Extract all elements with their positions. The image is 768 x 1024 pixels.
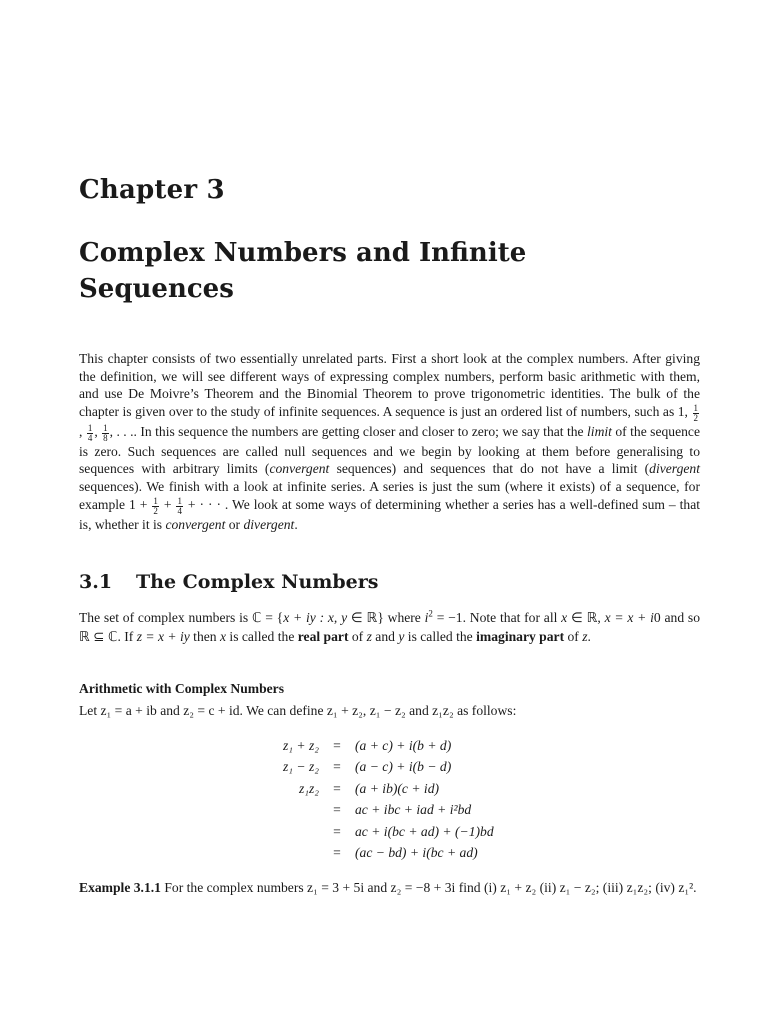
equation-array — [259, 735, 494, 864]
intro-paragraph: This chapter consists of two essentially unrelated parts. First a short look at the complex numbers. After giving the definition, we will see different ways of expressing complex numbers, perform basic arithmetic with them, and use De Moivre’s Theorem and the Binomial Theorem to prove trigonometric identities. The bulk of the chapter is given over to the study of infinite sequences. A sequence is just an ordered list of numbers, such as 1, $\frac{1}{2}$ , $\frac{1}{4}$ , $\frac{1}{8}$ , . . .. In this sequence the numbers are getting closer and closer to zero; we say that the limit of the sequence is zero. Such sequences are called null sequences and we begin by looking at them before generalising to sequences with arbitrary limits (convergent sequences) and sequences that do not have a limit (divergent sequences). We finish with a look at infinite series. A series is just the sum (where it exists) of a sequence, for example 1 + $\frac{1}{2}$ + $\frac{1}{4}$ + · · · . We look at some ways of determining whether a series has a well-defined sum – that is, whether it is convergent or divergent. — [79, 351, 701, 532]
equation-lhs: z₁ − z₂ — [282, 759, 319, 775]
section-heading — [79, 571, 378, 593]
equation-row — [259, 843, 494, 865]
equation-rhs: ac + i(bc + ad) + (−1)bd — [355, 823, 494, 839]
fraction: $\frac{1}{4}$ — [177, 495, 182, 516]
imaginary-part-term: imaginary part — [476, 629, 565, 644]
example-label: Example 3.1.1 — [79, 880, 161, 895]
equation-row — [259, 757, 494, 779]
equation-lhs — [259, 800, 325, 822]
equation-op: = — [333, 845, 341, 861]
equation-op: = — [333, 823, 341, 839]
example-block — [79, 878, 700, 897]
equation-op: = — [333, 737, 341, 753]
example-text: For the complex numbers z₁ = 3 + 5i and z₂ = −8 + 3i find (i) z₁ + z₂ (ii) z₁ − z₂; (iii) z₁z₂; (iv) z₁². — [160, 880, 697, 895]
convergent-term: convergent — [269, 461, 330, 477]
limit-term: limit — [587, 423, 612, 439]
equation-rhs: (a + c) + i(b + d) — [355, 737, 452, 753]
equation-row — [259, 778, 494, 800]
chapter-title: Complex Numbers and Infinite Sequences — [79, 238, 527, 304]
definition-paragraph: The set of complex numbers is ℂ = {x + iy : x, y ∈ ℝ} where $i^2 = -1$. Note that for all x ∈ ℝ, x = x + i0 and so ℝ ⊆ ℂ. If z = x + iy then x is called the real part of z and y is called the imaginary part of z. — [79, 608, 700, 644]
equation-lhs: z₁z₂ — [298, 780, 319, 796]
equation-op: = — [333, 780, 341, 796]
section-number: 3.1 — [79, 571, 113, 593]
fraction: $\frac{1}{4}$ — [87, 422, 93, 443]
equation-lhs — [259, 843, 325, 865]
fraction: $\frac{1}{8}$ — [103, 422, 108, 443]
let-line: Let z₁ = a + ib and z₂ = c + id. We can define z₁ + z₂, z₁ − z₂ and z₁z₂ as follows: — [79, 703, 517, 718]
equation-row — [259, 735, 494, 757]
equation-rhs: (a + ib)(c + id) — [355, 780, 440, 796]
equation-lhs: z₁ + z₂ — [282, 737, 319, 753]
subsection-heading: Arithmetic with Complex Numbers — [79, 681, 285, 696]
divergent-term: divergent — [649, 461, 700, 477]
fraction: $\frac{1}{2}$ — [693, 402, 698, 423]
real-part-term: real part — [297, 629, 349, 644]
equation-row — [259, 800, 494, 822]
equation-row — [259, 821, 494, 843]
equation-rhs: (a − c) + i(b − d) — [355, 759, 452, 775]
equation-rhs: (ac − bd) + i(bc + ad) — [355, 845, 478, 861]
fraction: $\frac{1}{2}$ — [153, 495, 158, 516]
equation-op: = — [333, 802, 341, 818]
equation-rhs: ac + ibc + iad + i²bd — [355, 802, 472, 818]
section-title: The Complex Numbers — [136, 571, 379, 593]
equation-op: = — [333, 759, 341, 775]
chapter-label: Chapter 3 — [79, 175, 225, 205]
equation-lhs — [259, 821, 325, 843]
